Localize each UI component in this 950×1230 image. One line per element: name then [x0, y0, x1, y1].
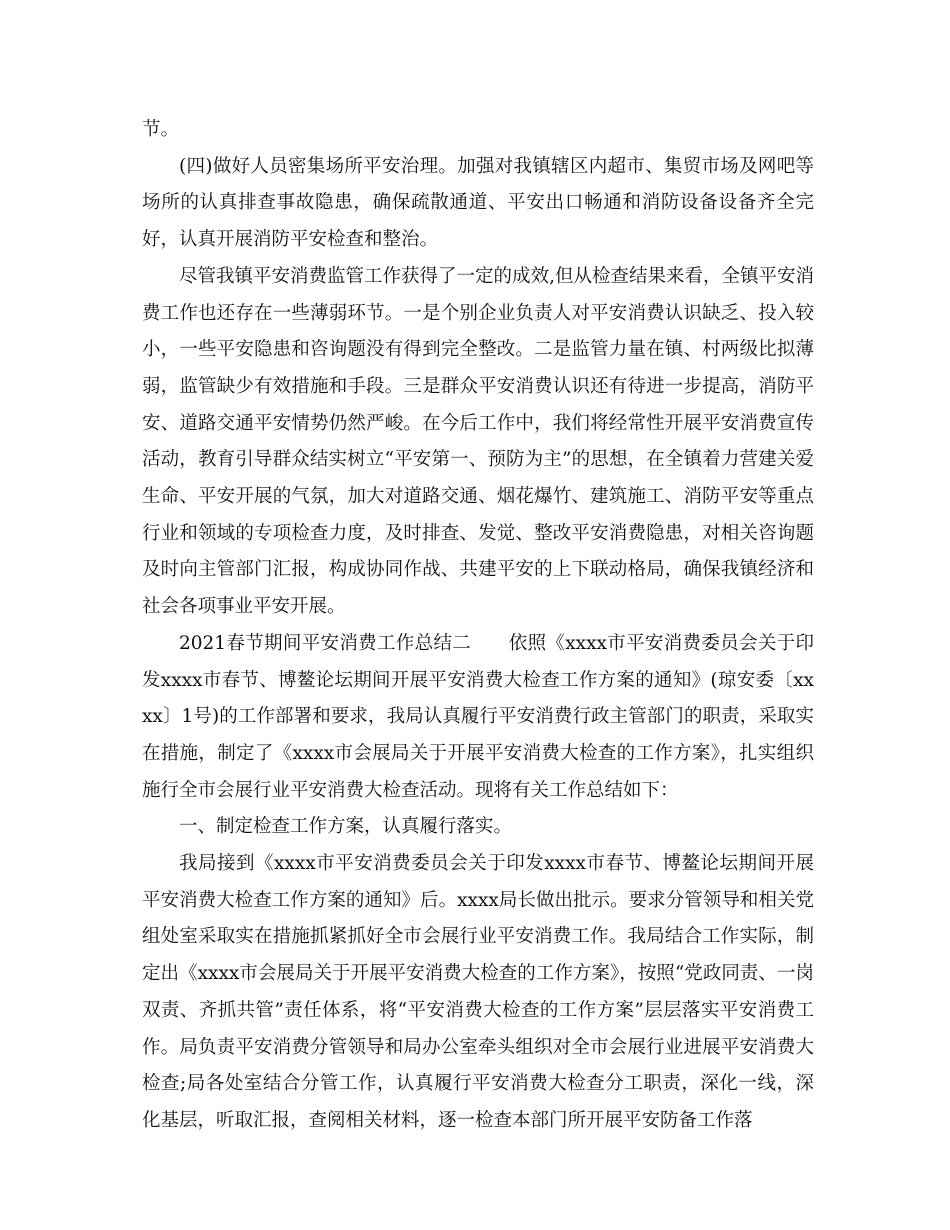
- paragraph-crowded-places: (四)做好人员密集场所平安治理。加强对我镇辖区内超市、集贸市场及网吧等场所的认真排查事故隐患，确保疏散通道、平安出口畅通和消防设备设备齐全完好，认真开展消防平安检查和整治。: [142, 155, 814, 251]
- paragraph-weaknesses: 尽管我镇平安消费监管工作获得了一定的成效,但从检查结果来看，全镇平安消费工作也还存在一些薄弱环节。一是个别企业负责人对平安消费认识缺乏、投入较小，一些平安隐患和咨询题没有得到完全整改。二是监管力量在镇、村两级比拟薄弱，监管缺少有效措施和手段。三是群众平安消费认识还有待进一步提高，消防平安、道路交通平安情势仍然严峻。在今后工作中，我们将经常性开展平安消费宣传活动，教育引导群众结实树立“平安第一、预防为主”的思想，在全镇着力营建关爱生命、平安开展的气氛，加大对道路交通、烟花爆竹、建筑施工、消防平安等重点行业和领域的专项检查力度，及时排查、发觉、整改平安消费隐患，对相关咨询题及时向主管部门汇报，构成协同作战、共建平安的上下联动格局，确保我镇经济和社会各项事业平安开展。: [142, 265, 814, 618]
- document-body: [142, 112, 814, 1140]
- section-heading-one: 一、制定检查工作方案，认真履行落实。: [179, 816, 513, 838]
- paragraph-continuation: 节。: [142, 119, 180, 140]
- paragraph-summary-two-intro: 2021春节期间平安消费工作总结二 依照《xxxx市平安消费委员会关于印发xxxx市春节、博鳌论坛期间开展平安消费大检查工作方案的通知》(琼安委〔xxxx〕1号)的工作部署和要求，我局认真履行平安消费行政主管部门的职责，采取实在措施，制定了《xxxx市会展局关于开展平安消费大检查的工作方案》，扎实组织施行全市会展行业平安消费大检查活动。现将有关工作总结如下：: [142, 632, 814, 801]
- paragraph-plan-implementation: 我局接到《xxxx市平安消费委员会关于印发xxxx市春节、博鳌论坛期间开展平安消费大检查工作方案的通知》后。xxxx局长做出批示。要求分管领导和相关党组处室采取实在措施抓紧抓好全市会展行业平安消费工作。我局结合工作实际，制定出《xxxx市会展局关于开展平安消费大检查的工作方案》，按照“党政同责、一岗双责、齐抓共管”责任体系，将“平安消费大检查的工作方案”层层落实平安消费工作。局负责平安消费分管领导和局办公室牵头组织对全市会展行业进展平安消费大检查;局各处室结合分管工作，认真履行平安消费大检查分工职责，深化一线，深化基层，听取汇报，查阅相关材料，逐一检查本部门所开展平安防备工作落: [142, 853, 814, 1131]
